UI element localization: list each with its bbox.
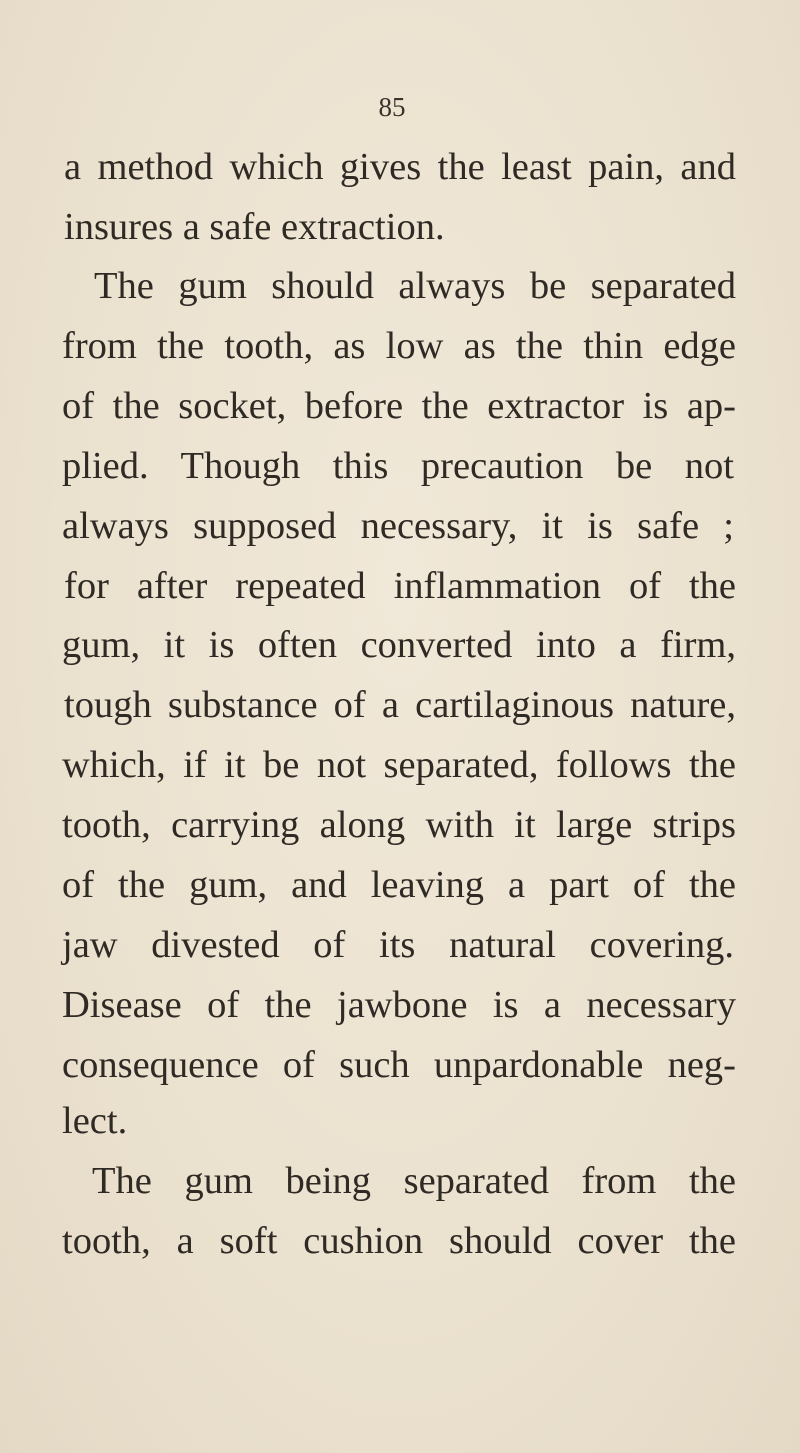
- text-line: plied. Though this precaution be not: [62, 445, 734, 487]
- text-line: of the socket, before the extractor is ap-: [62, 385, 736, 427]
- page-number: 85: [378, 92, 406, 122]
- text-line: which, if it be not separated, follows the: [62, 744, 736, 786]
- text-line: from the tooth, as low as the thin edge: [62, 325, 736, 367]
- text-line: always supposed necessary, it is safe ;: [62, 505, 734, 547]
- text-line: tooth, a soft cushion should cover the: [62, 1220, 736, 1262]
- text-line: Disease of the jawbone is a necessary: [62, 984, 736, 1026]
- text-line: tooth, carrying along with it large strips: [62, 804, 736, 846]
- text-line: of the gum, and leaving a part of the: [62, 864, 736, 906]
- text-line: insures a safe extraction.: [64, 206, 445, 248]
- text-line: tough substance of a cartilaginous nature,: [64, 684, 736, 726]
- text-line: The gum should always be separated: [94, 265, 736, 307]
- text-line: for after repeated inflammation of the: [64, 565, 736, 607]
- text-line: lect.: [62, 1100, 128, 1142]
- text-line: a method which gives the least pain, and: [64, 146, 736, 188]
- text-line: The gum being separated from the: [92, 1160, 736, 1202]
- text-line: jaw divested of its natural covering.: [62, 924, 734, 966]
- text-line: gum, it is often converted into a firm,: [62, 624, 736, 666]
- text-line: consequence of such unpardonable neg-: [62, 1044, 736, 1086]
